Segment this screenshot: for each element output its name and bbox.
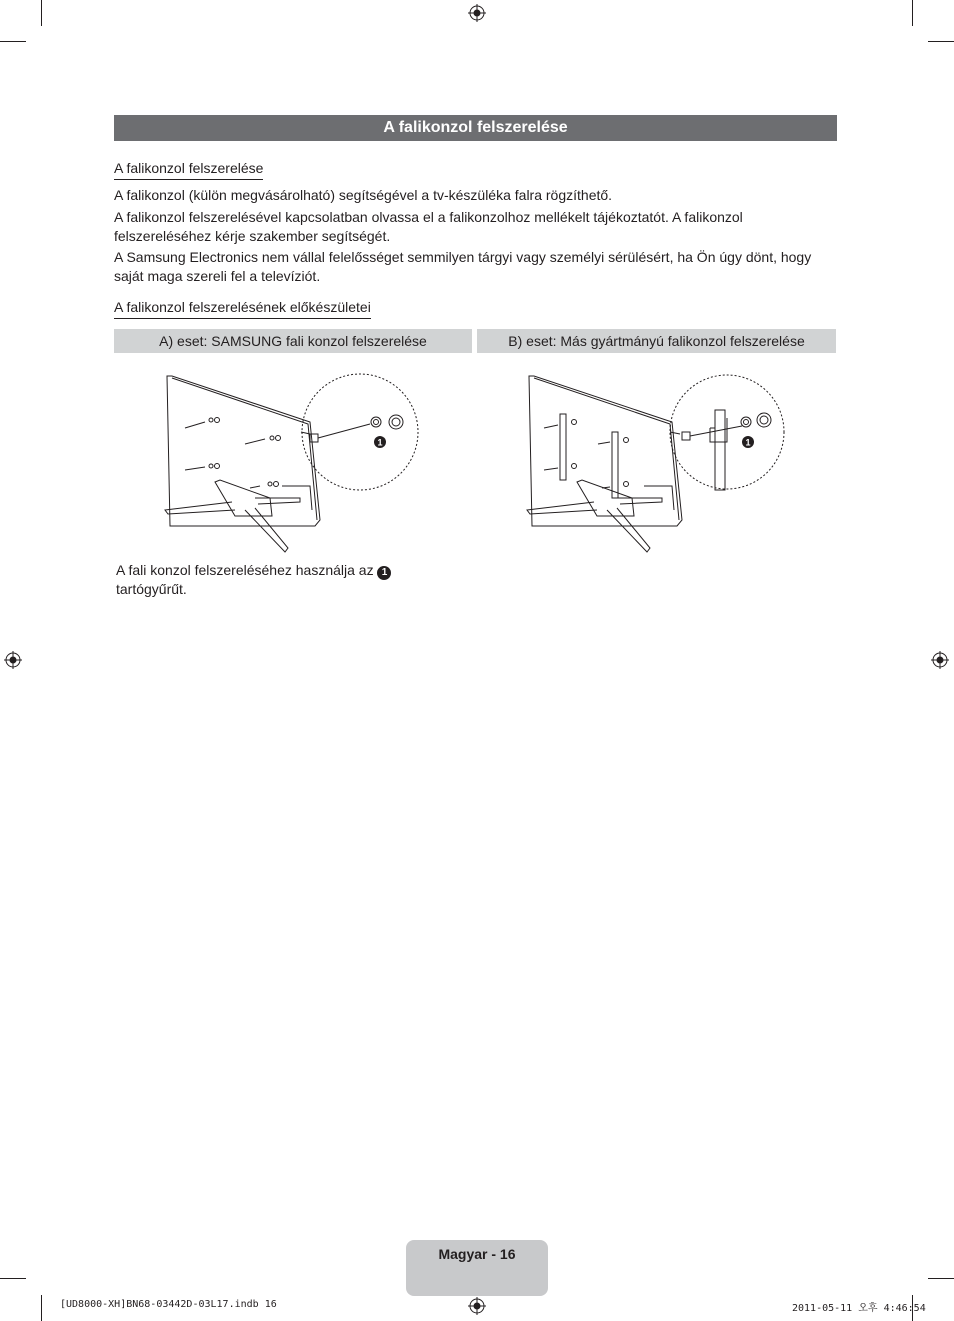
section-heading: A falikonzol felszerelésének előkészületei [114,298,371,319]
mounting-note [116,561,416,599]
case-b-header: B) eset: Más gyártmányú falikonzol felszerelése [477,329,836,353]
number-1-badge-icon: 1 [377,566,391,580]
crop-mark [928,41,954,42]
registration-mark-icon [468,1297,486,1315]
registration-mark-icon [468,4,486,22]
paragraph: A falikonzol felszerelésével kapcsolatban olvassa el a falikonzolhoz mellékelt tájékoztatót. A falikonzol felszereléséhez kérje szakember segítségét. [114,209,743,244]
wall-mount-illustration-other [522,370,792,555]
crop-mark [41,0,42,26]
page-number-tab [406,1240,548,1296]
registration-mark-icon [4,651,22,669]
registration-mark-icon [931,651,949,669]
number-1-badge-icon: 1 [377,437,383,448]
paragraph: A Samsung Electronics nem vállal felelősséget semmilyen tárgyi vagy személyi sérülésért, ha Ön úgy dönt, hogy saját maga szereli fel a televíziót. [114,249,812,284]
crop-mark [912,0,913,26]
section-heading: A falikonzol felszerelése [114,159,263,180]
paragraph: A falikonzol (külön megvásárolható) segítségével a tv-készüléka falra rögzíthető. [114,187,613,203]
wall-mount-illustration-samsung [160,370,430,555]
crop-mark [928,1278,954,1279]
file-slug: [UD8000-XH]BN68-03442D-03L17.indb 16 [60,1299,277,1310]
case-a-header: A) eset: SAMSUNG fali konzol felszerelése [114,329,472,353]
note-text: tartógyűrűt. [116,581,187,597]
crop-mark [41,1295,42,1321]
note-text: A fali konzol felszereléséhez használja az [116,562,374,578]
page-number: Magyar - 16 [438,1246,516,1262]
crop-mark [0,1278,26,1279]
number-1-badge-icon: 1 [745,437,751,448]
page-title: A falikonzol felszerelése [114,115,837,141]
crop-mark [0,41,26,42]
print-timestamp: 2011-05-11 오후 4:46:54 [792,1303,926,1314]
